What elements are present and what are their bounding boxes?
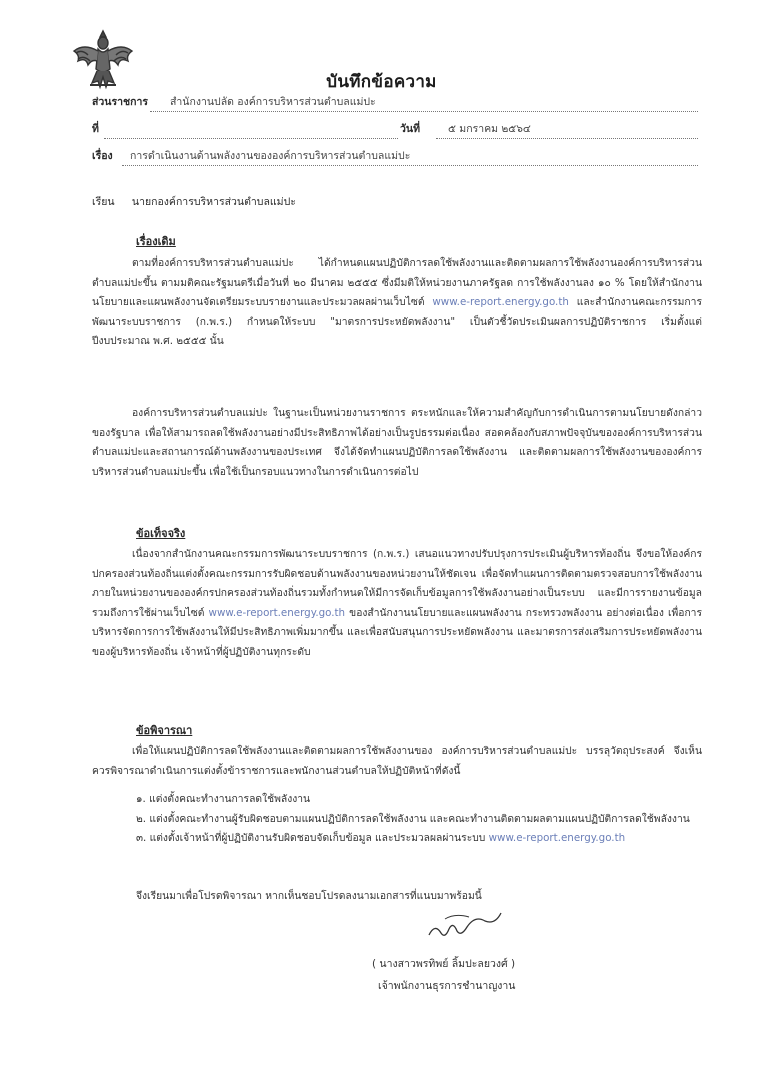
dotted-line <box>436 138 698 139</box>
agency-label: ส่วนราชการ <box>92 96 149 108</box>
dotted-line <box>150 111 698 112</box>
facts-text-cont: ของสำนักงานนโยบายและแผนพลังงาน กระทรวงพลังงาน อย่างต่อเนื่อง เพื่อการบริหารจัดการการใช้พลังงานให้มีประสิทธิภาพเพิ่มมากขึ้น และเพื่อสนับสนุนการประหยัดพลังงาน และมาตรการส่งเสริมการประหยัดพลังงานของผู้บริหารท้องถิ่น เจ้าหน้าที่ผู้ปฏิบัติงานทุกระดับ <box>92 606 702 658</box>
background-text: ตามที่องค์การบริหารส่วนตำบลแม่ปะ ได้กำหนดแผนปฏิบัติการลดใช้พลังงานและติดตามผลการใช้พลังงานองค์การบริหารส่วนตำบลแม่ปะขึ้น ตามมติคณะรัฐมนตรีเมื่อวันที่ ๒๐ มีนาคม ๒๕๕๕ ซึ่งมีมติให้หน่วยงานภาครัฐลด การใช้พลังงานลง ๑๐ % โดยให้สำนักงานนโยบายและแผนพลังงานจัดเตรียมระบบรายงานและประมวลผลผ่านเว็บไซต์ <box>92 257 702 309</box>
salutation-label: เรียน <box>92 196 115 208</box>
background-paragraph-1 <box>92 254 702 352</box>
date-label: วันที่ <box>400 123 420 135</box>
list-item: ๑. แต่งตั้งคณะทำงานการลดใช้พลังงาน <box>136 793 311 805</box>
header-ref-date-row <box>92 121 698 141</box>
dotted-line <box>104 138 398 139</box>
signatory-name: ( นางสาวพรทิพย์ ลิ้มปะลยวงศ์ ) <box>372 958 516 970</box>
signatory-position: เจ้าพนักงานธุรการชำนาญงาน <box>378 980 516 992</box>
facts-link[interactable]: www.e-report.energy.go.th <box>208 606 346 619</box>
memo-title: บันทึกข้อความ <box>326 72 437 92</box>
salutation-value: นายกองค์การบริหารส่วนตำบลแม่ปะ <box>131 196 296 208</box>
list-item: ๒. แต่งตั้งคณะทำงานผู้รับผิดชอบตามแผนปฏิบัติการลดใช้พลังงาน และคณะทำงานติดตามผลตามแผนปฏิบัติการลดใช้พลังงาน <box>136 812 690 825</box>
background-link[interactable]: www.e-report.energy.go.th <box>432 296 569 309</box>
facts-text: เนื่องจากสำนักงานคณะกรรมการพัฒนาระบบราชการ (ก.พ.ร.) เสนอแนวทางปรับปรุงการประเมินผู้บริหารท้องถิ่น จึงขอให้องค์กรปกครองส่วนท้องถิ่นแต่งตั้งคณะกรรมการรับผิดชอบด้านพลังงานของหน่วยงานให้ชัดเจน เพื่อจัดทำแผนการติดตามตรวจสอบการใช้พลังงานภายในหน่วยงานขององค์กรปกครองส่วนท้องถิ่นรวมทั้งกำหนดให้มีการจัดเก็บข้อมูลการใช้พลังงานอย่างเป็นระบบ และมีการรายงานข้อมูลรวมถึงการใช้ผ่านเว็บไซต์ <box>92 548 702 619</box>
handwritten-signature <box>425 905 505 945</box>
ref-label: ที่ <box>92 123 99 135</box>
subject-label: เรื่อง <box>92 150 113 162</box>
action-list <box>136 790 702 849</box>
background-paragraph-2: องค์การบริหารส่วนตำบลแม่ปะ ในฐานะเป็นหน่วยงานราชการ ตระหนักและให้ความสำคัญกับการดำเนินการตามนโยบายดังกล่าวของรัฐบาล เพื่อให้สามารถลดใช้พลังงานอย่างมีประสิทธิภาพได้อย่างเป็นรูปธรรมต่อเนื่อง สอดคล้องกับสภาพปัจจุบันขององค์การบริหารส่วนตำบลแม่ปะและสถานการณ์ด้านพลังงานของประเทศ จึงได้จัดทำแผนปฏิบัติการลดใช้พลังงาน และติดตามผลการใช้พลังงานขององค์การบริหารส่วนตำบลแม่ปะขึ้น เพื่อใช้เป็นกรอบแนวทางในการดำเนินการต่อไป <box>92 407 702 478</box>
salutation <box>92 193 296 210</box>
facts-heading: ข้อเท็จจริง <box>136 527 186 540</box>
dotted-line <box>122 165 698 166</box>
consider-heading: ข้อพิจารณา <box>136 724 193 737</box>
consider-paragraph: เพื่อให้แผนปฏิบัติการลดใช้พลังงานและติดตามผลการใช้พลังงานของ องค์การบริหารส่วนตำบลแม่ปะ บรรลุวัตถุประสงค์ จึงเห็นควรพิจารณาดำเนินการแต่งตั้งข้าราชการและพนักงานส่วนตำบลให้ปฏิบัติหน้าที่ดังนี้ <box>92 745 702 777</box>
item3-link[interactable]: www.e-report.energy.go.th <box>488 832 626 845</box>
item3-text: ๓. แต่งตั้งเจ้าหน้าที่ผู้ปฏิบัติงานรับผิดชอบจัดเก็บข้อมูล และประมวลผลผ่านระบบ <box>136 832 486 845</box>
header-agency-row <box>92 94 698 114</box>
list-item <box>136 829 702 849</box>
facts-paragraph <box>92 545 702 663</box>
agency-value: สำนักงานปลัด องค์การบริหารส่วนตำบลแม่ปะ <box>170 96 376 108</box>
closing-text: จึงเรียนมาเพื่อโปรดพิจารณา หากเห็นชอบโปรดลงนามเอกสารที่แนบมาพร้อมนี้ <box>136 890 482 902</box>
background-text-cont: และสำนักงานคณะกรรมการพัฒนาระบบราชการ (ก.พ.ร.) กำหนดให้ระบบ "มาตรการประหยัดพลังงาน" เป็นตัวชี้วัดประเมินผลการปฏิบัติราชการ เริ่มตั้งแต่ปีงบประมาณ พ.ศ. ๒๕๕๕ นั้น <box>92 296 702 348</box>
header-subject-row <box>92 148 698 168</box>
subject-value: การดำเนินงานด้านพลังงานขององค์การบริหารส่วนตำบลแม่ปะ <box>130 150 411 162</box>
background-heading: เรื่องเดิม <box>136 235 176 248</box>
date-value: ๕ มกราคม ๒๕๖๔ <box>448 123 531 135</box>
